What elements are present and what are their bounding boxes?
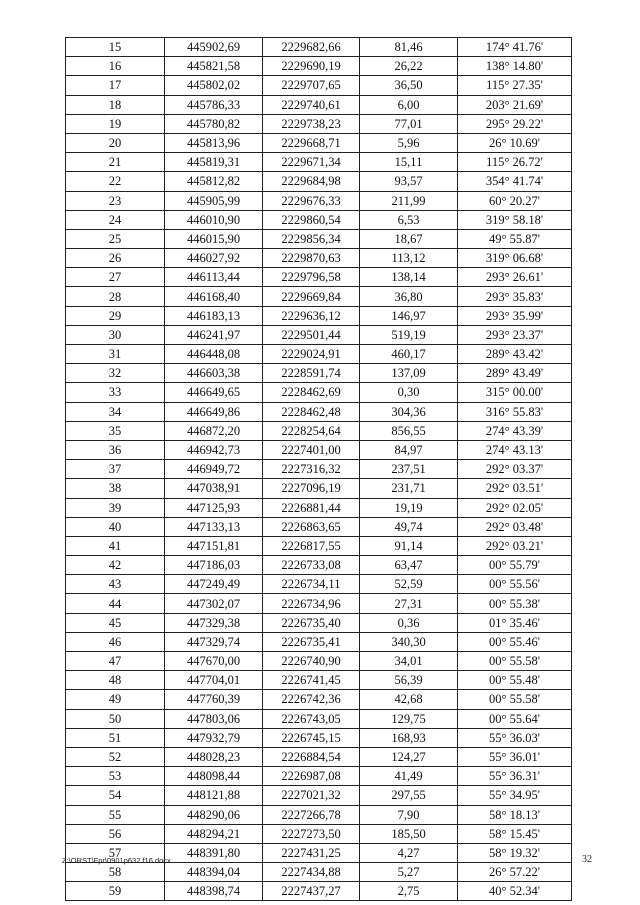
y-coordinate-cell: 2226987,08 [263,767,360,786]
x-coordinate-cell: 446872,20 [165,421,263,440]
x-coordinate-cell: 446603,38 [165,364,263,383]
distance-cell: 0,36 [360,613,458,632]
y-coordinate-cell: 2229682,66 [263,38,360,57]
bearing-cell: 174° 41.76' [458,38,572,57]
table-row [66,38,572,57]
distance-cell: 52,59 [360,575,458,594]
bearing-cell: 293° 35.99' [458,306,572,325]
point-number-cell: 19 [66,114,165,133]
table-row [66,95,572,114]
table-row [66,421,572,440]
y-coordinate-cell: 2229738,23 [263,114,360,133]
distance-cell: 0,30 [360,383,458,402]
table-row [66,325,572,344]
distance-cell: 211,99 [360,191,458,210]
point-number-cell: 23 [66,191,165,210]
bearing-cell: 292° 03.37' [458,460,572,479]
distance-cell: 19,19 [360,498,458,517]
y-coordinate-cell: 2227401,00 [263,440,360,459]
point-number-cell: 18 [66,95,165,114]
table-row [66,863,572,882]
bearing-cell: 55° 34.95' [458,786,572,805]
distance-cell: 113,12 [360,249,458,268]
distance-cell: 519,19 [360,325,458,344]
x-coordinate-cell: 446949,72 [165,460,263,479]
bearing-cell: 55° 36.01' [458,747,572,766]
table-row [66,402,572,421]
x-coordinate-cell: 447670,00 [165,652,263,671]
bearing-cell: 319° 58.18' [458,210,572,229]
distance-cell: 297,55 [360,786,458,805]
table-row [66,594,572,613]
y-coordinate-cell: 2227266,78 [263,805,360,824]
distance-cell: 27,31 [360,594,458,613]
table-row [66,517,572,536]
point-number-cell: 56 [66,824,165,843]
y-coordinate-cell: 2226881,44 [263,498,360,517]
bearing-cell: 26° 57.22' [458,863,572,882]
table-row [66,613,572,632]
point-number-cell: 41 [66,536,165,555]
table-row [66,652,572,671]
bearing-cell: 00° 55.38' [458,594,572,613]
table-row [66,498,572,517]
bearing-cell: 293° 26.61' [458,268,572,287]
y-coordinate-cell: 2226863,65 [263,517,360,536]
distance-cell: 26,22 [360,57,458,76]
y-coordinate-cell: 2229856,34 [263,229,360,248]
x-coordinate-cell: 445812,82 [165,172,263,191]
bearing-cell: 00° 55.64' [458,709,572,728]
y-coordinate-cell: 2229690,19 [263,57,360,76]
distance-cell: 137,09 [360,364,458,383]
point-number-cell: 39 [66,498,165,517]
table-row [66,575,572,594]
point-number-cell: 53 [66,767,165,786]
point-number-cell: 37 [66,460,165,479]
bearing-cell: 00° 55.58' [458,690,572,709]
bearing-cell: 203° 21.69' [458,95,572,114]
x-coordinate-cell: 447125,93 [165,498,263,517]
distance-cell: 340,30 [360,632,458,651]
x-coordinate-cell: 445821,58 [165,57,263,76]
point-number-cell: 38 [66,479,165,498]
point-number-cell: 36 [66,440,165,459]
x-coordinate-cell: 448394,04 [165,863,263,882]
distance-cell: 6,53 [360,210,458,229]
x-coordinate-cell: 446027,92 [165,249,263,268]
table-row [66,824,572,843]
point-number-cell: 49 [66,690,165,709]
point-number-cell: 43 [66,575,165,594]
distance-cell: 460,17 [360,345,458,364]
y-coordinate-cell: 2226734,96 [263,594,360,613]
bearing-cell: 60° 20.27' [458,191,572,210]
table-row [66,383,572,402]
bearing-cell: 289° 43.49' [458,364,572,383]
distance-cell: 146,97 [360,306,458,325]
y-coordinate-cell: 2229860,54 [263,210,360,229]
bearing-cell: 292° 03.51' [458,479,572,498]
x-coordinate-cell: 447186,03 [165,556,263,575]
y-coordinate-cell: 2226733,08 [263,556,360,575]
distance-cell: 56,39 [360,671,458,690]
distance-cell: 15,11 [360,153,458,172]
distance-cell: 5,96 [360,133,458,152]
y-coordinate-cell: 2226735,41 [263,632,360,651]
point-number-cell: 40 [66,517,165,536]
bearing-cell: 295° 29.22' [458,114,572,133]
bearing-cell: 316° 55.83' [458,402,572,421]
x-coordinate-cell: 447803,06 [165,709,263,728]
point-number-cell: 33 [66,383,165,402]
x-coordinate-cell: 447932,79 [165,728,263,747]
coordinates-table [65,37,572,901]
point-number-cell: 58 [66,863,165,882]
y-coordinate-cell: 2227437,27 [263,882,360,901]
y-coordinate-cell: 2226735,40 [263,613,360,632]
table-row [66,882,572,901]
bearing-cell: 58° 19.32' [458,843,572,862]
distance-cell: 237,51 [360,460,458,479]
bearing-cell: 315° 00.00' [458,383,572,402]
x-coordinate-cell: 446649,86 [165,402,263,421]
bearing-cell: 319° 06.68' [458,249,572,268]
point-number-cell: 22 [66,172,165,191]
y-coordinate-cell: 2229796,58 [263,268,360,287]
y-coordinate-cell: 2229676,33 [263,191,360,210]
point-number-cell: 30 [66,325,165,344]
x-coordinate-cell: 447133,13 [165,517,263,536]
y-coordinate-cell: 2229501,44 [263,325,360,344]
y-coordinate-cell: 2229671,34 [263,153,360,172]
bearing-cell: 292° 02.05' [458,498,572,517]
y-coordinate-cell: 2226742,36 [263,690,360,709]
y-coordinate-cell: 2229024,91 [263,345,360,364]
distance-cell: 63,47 [360,556,458,575]
x-coordinate-cell: 445905,99 [165,191,263,210]
y-coordinate-cell: 2227096,19 [263,479,360,498]
point-number-cell: 52 [66,747,165,766]
table-row [66,632,572,651]
bearing-cell: 293° 35.83' [458,287,572,306]
x-coordinate-cell: 445802,02 [165,76,263,95]
x-coordinate-cell: 446942,73 [165,440,263,459]
point-number-cell: 26 [66,249,165,268]
distance-cell: 41,49 [360,767,458,786]
bearing-cell: 40° 52.34' [458,882,572,901]
x-coordinate-cell: 447151,81 [165,536,263,555]
y-coordinate-cell: 2229684,98 [263,172,360,191]
x-coordinate-cell: 446015,90 [165,229,263,248]
table-row [66,114,572,133]
y-coordinate-cell: 2229668,71 [263,133,360,152]
y-coordinate-cell: 2226743,05 [263,709,360,728]
table-row [66,364,572,383]
y-coordinate-cell: 2228462,69 [263,383,360,402]
table-row [66,229,572,248]
table-row [66,249,572,268]
x-coordinate-cell: 448028,23 [165,747,263,766]
distance-cell: 7,90 [360,805,458,824]
x-coordinate-cell: 447249,49 [165,575,263,594]
y-coordinate-cell: 2226817,55 [263,536,360,555]
x-coordinate-cell: 446113,44 [165,268,263,287]
distance-cell: 18,67 [360,229,458,248]
table-row [66,786,572,805]
y-coordinate-cell: 2228591,74 [263,364,360,383]
point-number-cell: 48 [66,671,165,690]
footer-file-path: Z:\ORST\Fpr\0901p632.f16.docx [62,856,171,865]
point-number-cell: 44 [66,594,165,613]
y-coordinate-cell: 2226741,45 [263,671,360,690]
bearing-cell: 00° 55.48' [458,671,572,690]
table-row [66,172,572,191]
point-number-cell: 28 [66,287,165,306]
y-coordinate-cell: 2229740,61 [263,95,360,114]
bearing-cell: 115° 26.72' [458,153,572,172]
distance-cell: 185,50 [360,824,458,843]
distance-cell: 84,97 [360,440,458,459]
table-body [66,38,572,901]
table-row [66,805,572,824]
table-row [66,556,572,575]
point-number-cell: 46 [66,632,165,651]
bearing-cell: 26° 10.69' [458,133,572,152]
bearing-cell: 58° 15.45' [458,824,572,843]
x-coordinate-cell: 447329,38 [165,613,263,632]
page-number: 32 [582,854,592,865]
table-row [66,728,572,747]
point-number-cell: 15 [66,38,165,57]
distance-cell: 81,46 [360,38,458,57]
distance-cell: 138,14 [360,268,458,287]
y-coordinate-cell: 2226740,90 [263,652,360,671]
bearing-cell: 293° 23.37' [458,325,572,344]
table-row [66,440,572,459]
table-row [66,767,572,786]
x-coordinate-cell: 445780,82 [165,114,263,133]
table-row [66,747,572,766]
point-number-cell: 47 [66,652,165,671]
distance-cell: 36,80 [360,287,458,306]
distance-cell: 129,75 [360,709,458,728]
point-number-cell: 27 [66,268,165,287]
distance-cell: 91,14 [360,536,458,555]
bearing-cell: 289° 43.42' [458,345,572,364]
x-coordinate-cell: 447704,01 [165,671,263,690]
point-number-cell: 50 [66,709,165,728]
y-coordinate-cell: 2226884,54 [263,747,360,766]
y-coordinate-cell: 2229669,84 [263,287,360,306]
table-row [66,210,572,229]
table-row [66,76,572,95]
bearing-cell: 58° 18.13' [458,805,572,824]
point-number-cell: 32 [66,364,165,383]
point-number-cell: 45 [66,613,165,632]
table-row [66,709,572,728]
distance-cell: 856,55 [360,421,458,440]
distance-cell: 34,01 [360,652,458,671]
y-coordinate-cell: 2229870,63 [263,249,360,268]
bearing-cell: 138° 14.80' [458,57,572,76]
y-coordinate-cell: 2228254,64 [263,421,360,440]
distance-cell: 4,27 [360,843,458,862]
distance-cell: 231,71 [360,479,458,498]
y-coordinate-cell: 2227273,50 [263,824,360,843]
x-coordinate-cell: 447302,07 [165,594,263,613]
x-coordinate-cell: 448294,21 [165,824,263,843]
table-row [66,345,572,364]
x-coordinate-cell: 446448,08 [165,345,263,364]
x-coordinate-cell: 446183,13 [165,306,263,325]
point-number-cell: 42 [66,556,165,575]
y-coordinate-cell: 2229707,65 [263,76,360,95]
point-number-cell: 57 [66,843,165,862]
y-coordinate-cell: 2227316,32 [263,460,360,479]
y-coordinate-cell: 2227431,25 [263,843,360,862]
x-coordinate-cell: 445902,69 [165,38,263,57]
table-row [66,153,572,172]
bearing-cell: 00° 55.58' [458,652,572,671]
bearing-cell: 00° 55.56' [458,575,572,594]
distance-cell: 124,27 [360,747,458,766]
bearing-cell: 01° 35.46' [458,613,572,632]
x-coordinate-cell: 448398,74 [165,882,263,901]
point-number-cell: 34 [66,402,165,421]
point-number-cell: 21 [66,153,165,172]
bearing-cell: 55° 36.03' [458,728,572,747]
x-coordinate-cell: 446168,40 [165,287,263,306]
point-number-cell: 31 [66,345,165,364]
table-row [66,460,572,479]
bearing-cell: 292° 03.48' [458,517,572,536]
x-coordinate-cell: 445813,96 [165,133,263,152]
table-row [66,133,572,152]
distance-cell: 77,01 [360,114,458,133]
point-number-cell: 59 [66,882,165,901]
bearing-cell: 274° 43.13' [458,440,572,459]
distance-cell: 42,68 [360,690,458,709]
x-coordinate-cell: 445786,33 [165,95,263,114]
distance-cell: 6,00 [360,95,458,114]
point-number-cell: 16 [66,57,165,76]
distance-cell: 304,36 [360,402,458,421]
table-row [66,287,572,306]
table-row [66,57,572,76]
x-coordinate-cell: 446010,90 [165,210,263,229]
bearing-cell: 49° 55.87' [458,229,572,248]
point-number-cell: 25 [66,229,165,248]
bearing-cell: 274° 43.39' [458,421,572,440]
point-number-cell: 51 [66,728,165,747]
bearing-cell: 354° 41.74' [458,172,572,191]
distance-cell: 93,57 [360,172,458,191]
y-coordinate-cell: 2227434,88 [263,863,360,882]
bearing-cell: 55° 36.31' [458,767,572,786]
x-coordinate-cell: 446649,65 [165,383,263,402]
bearing-cell: 00° 55.46' [458,632,572,651]
table-row [66,191,572,210]
point-number-cell: 55 [66,805,165,824]
x-coordinate-cell: 448391,80 [165,843,263,862]
distance-cell: 36,50 [360,76,458,95]
distance-cell: 49,74 [360,517,458,536]
x-coordinate-cell: 445819,31 [165,153,263,172]
x-coordinate-cell: 448121,88 [165,786,263,805]
point-number-cell: 29 [66,306,165,325]
y-coordinate-cell: 2227021,32 [263,786,360,805]
table-row [66,306,572,325]
distance-cell: 168,93 [360,728,458,747]
y-coordinate-cell: 2228462,48 [263,402,360,421]
point-number-cell: 20 [66,133,165,152]
table-row [66,690,572,709]
y-coordinate-cell: 2226745,15 [263,728,360,747]
table-row [66,479,572,498]
x-coordinate-cell: 448290,06 [165,805,263,824]
point-number-cell: 17 [66,76,165,95]
y-coordinate-cell: 2229636,12 [263,306,360,325]
x-coordinate-cell: 447329,74 [165,632,263,651]
y-coordinate-cell: 2226734,11 [263,575,360,594]
x-coordinate-cell: 447038,91 [165,479,263,498]
bearing-cell: 115° 27.35' [458,76,572,95]
x-coordinate-cell: 448098,44 [165,767,263,786]
table-row [66,536,572,555]
bearing-cell: 00° 55.79' [458,556,572,575]
bearing-cell: 292° 03.21' [458,536,572,555]
distance-cell: 2,75 [360,882,458,901]
table-row [66,671,572,690]
x-coordinate-cell: 446241,97 [165,325,263,344]
x-coordinate-cell: 447760,39 [165,690,263,709]
point-number-cell: 35 [66,421,165,440]
point-number-cell: 24 [66,210,165,229]
point-number-cell: 54 [66,786,165,805]
table-row [66,268,572,287]
distance-cell: 5,27 [360,863,458,882]
